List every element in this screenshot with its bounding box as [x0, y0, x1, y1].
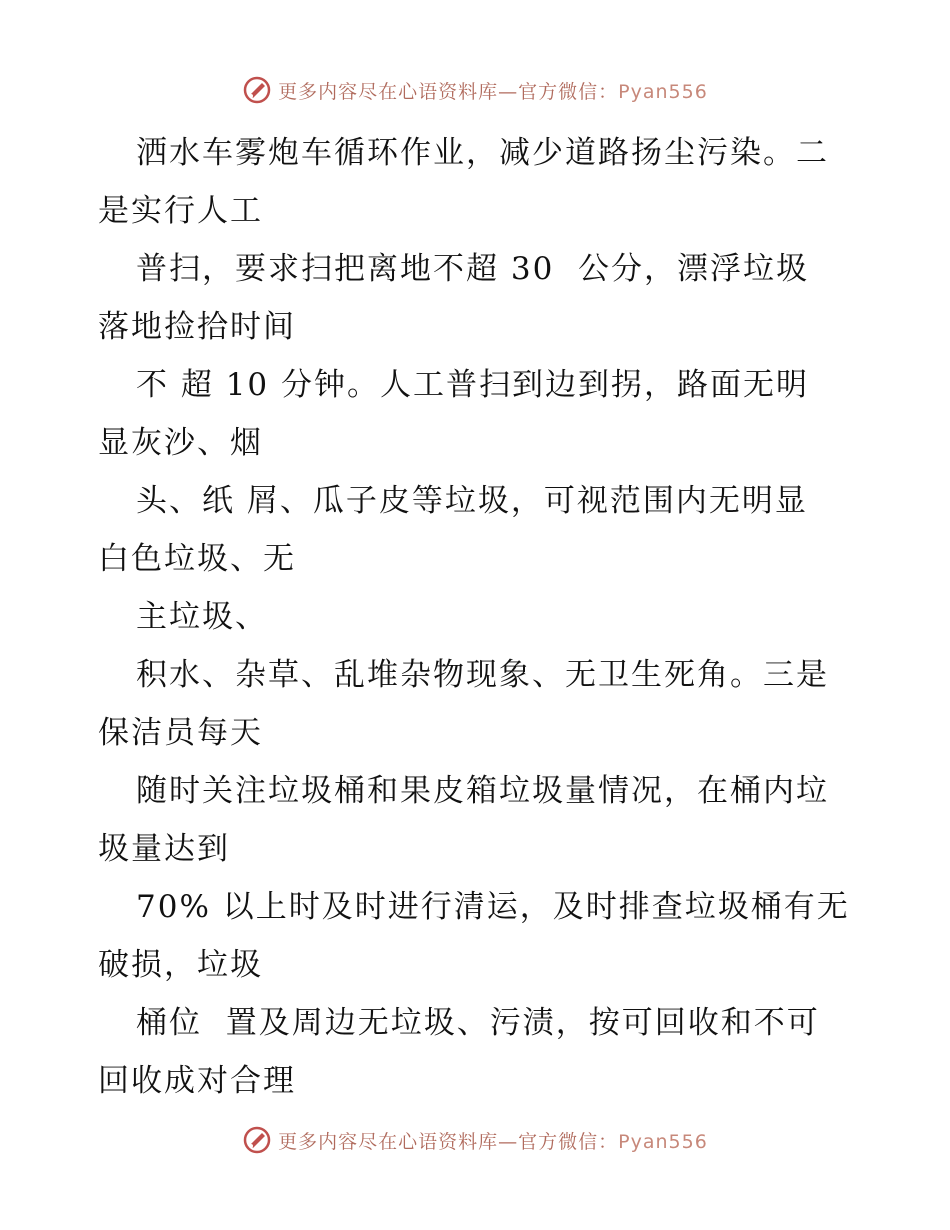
body-line: 普扫，要求扫把离地不超 30 公分，漂浮垃圾: [136, 251, 810, 287]
body-line: 回收成对合理: [98, 1063, 296, 1099]
body-line: 洒水车雾炮车循环作业，减少道路扬尘污染。二: [136, 135, 829, 171]
logo-icon: [242, 1125, 272, 1155]
body-line: 随时关注垃圾桶和果皮箱垃圾量情况，在桶内垃: [136, 773, 829, 809]
body-line: 白色垃圾、无: [98, 541, 296, 577]
logo-icon: [242, 75, 272, 105]
header-banner: [0, 70, 950, 110]
header-banner-text: 更多内容尽在心语资料库—官方微信：Pyan556: [278, 80, 708, 103]
header-wechat-id: Pyan556: [618, 80, 708, 103]
body-line: 显灰沙、烟: [98, 425, 263, 461]
body-line: 落地捡拾时间: [98, 309, 296, 345]
body-line: 圾量达到: [98, 831, 230, 867]
body-line: 保洁员每天: [98, 715, 263, 751]
body-line: 破损，垃圾: [98, 947, 263, 983]
body-line: 是实行人工: [98, 193, 263, 229]
footer-banner: [0, 1120, 950, 1160]
body-line: 积水、杂草、乱堆杂物现象、无卫生死角。三是: [136, 657, 829, 693]
document-body: [98, 124, 858, 1110]
body-line: 桶位 置及周边无垃圾、污渍，按可回收和不可: [136, 1005, 820, 1041]
body-line: 70% 以上时及时进行清运，及时排查垃圾桶有无: [136, 889, 850, 925]
body-line: 头、纸 屑、瓜子皮等垃圾，可视范围内无明显: [136, 483, 808, 519]
body-line: 主垃圾、: [136, 599, 268, 635]
footer-banner-text: 更多内容尽在心语资料库—官方微信：Pyan556: [278, 1130, 708, 1153]
footer-wechat-id: Pyan556: [618, 1130, 708, 1153]
body-line: 不 超 10 分钟。人工普扫到边到拐，路面无明: [136, 367, 810, 403]
